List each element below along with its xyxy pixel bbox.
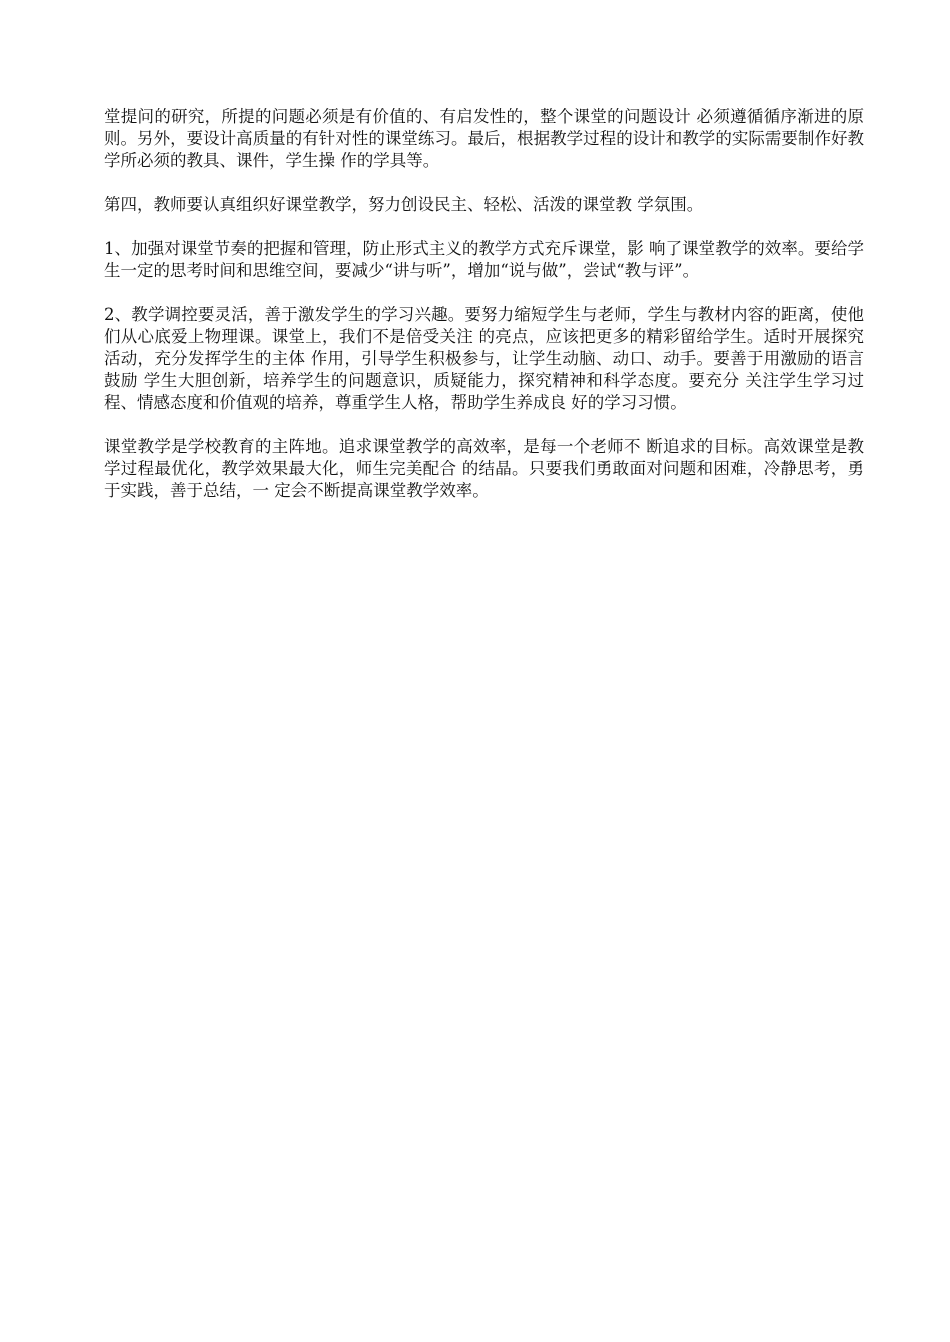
paragraph-item-one: 1、加强对课堂节奏的把握和管理，防止形式主义的教学方式充斥课堂，影 响了课堂教学的效率。要给学生一定的思考时间和思维空间，要减少“讲与听”，增加“说与做”，尝试“教与评”。 [104,239,864,280]
paragraph-point-four: 第四，教师要认真组织好课堂教学，努力创设民主、轻松、活泼的课堂教 学氛围。 [104,195,704,214]
document-page [104,106,864,524]
paragraph-item-two: 2、教学调控要灵活，善于激发学生的学习兴趣。要努力缩短学生与老师，学生与教材内容的距离，使他们从心底爱上物理课。课堂上，我们不是倍受关注 的亮点，应该把更多的精彩留给学生。适时开展探究活动，充分发挥学生的主体 作用，引导学生积极参与，让学生动脑、动口、动手。要善于用激励的语言鼓励 学生大胆创新，培养学生的问题意识，质疑能力，探究精神和科学态度。要充分 关注学生学习过程、情感态度和价值观的培养，尊重学生人格，帮助学生养成良 好的学习习惯。 [104,305,864,412]
paragraph-conclusion: 课堂教学是学校教育的主阵地。追求课堂教学的高效率，是每一个老师不 断追求的目标。高效课堂是教学过程最优化，教学效果最大化，师生完美配合 的结晶。只要我们勇敢面对问题和困难，冷静思考，勇于实践，善于总结，一 定会不断提高课堂教学效率。 [104,437,864,500]
paragraph-question-design: 堂提问的研究，所提的问题必须是有价值的、有启发性的，整个课堂的问题设计 必须遵循循序渐进的原则。另外，要设计高质量的有针对性的课堂练习。最后，根据教学过程的设计和教学的实际需要制作好教学所必须的教具、课件，学生操 作的学具等。 [104,107,864,170]
